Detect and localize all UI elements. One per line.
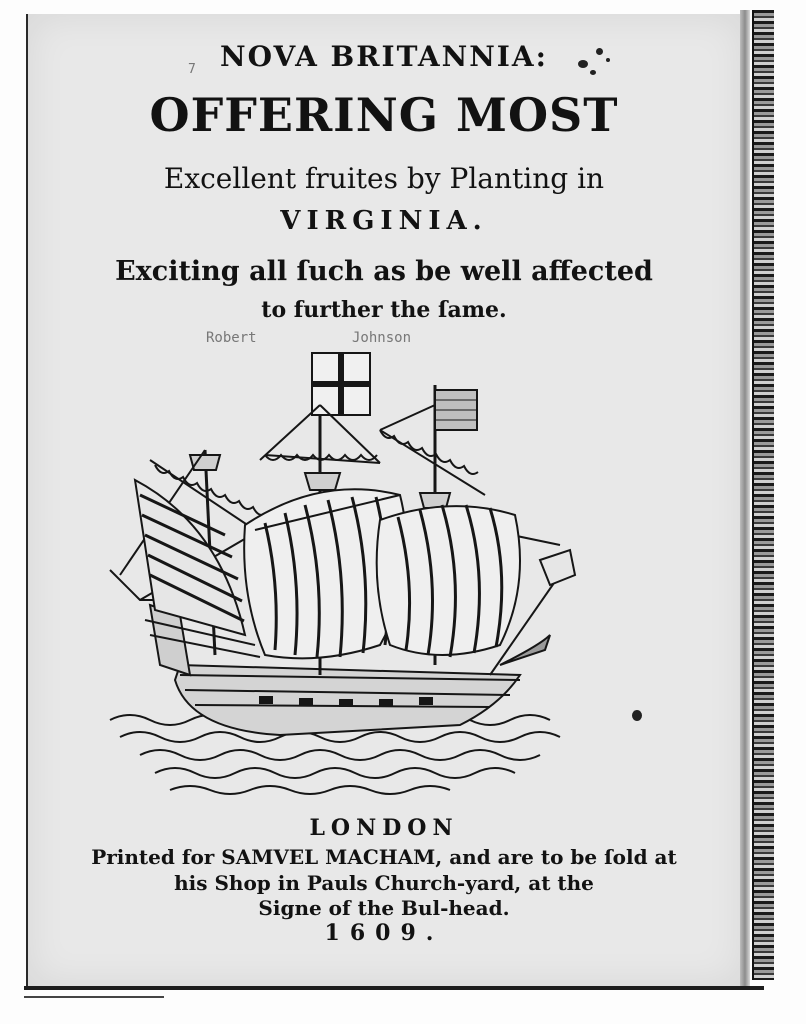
page-edge — [740, 10, 750, 988]
handwritten-author-first: Robert — [206, 330, 257, 346]
imprint-line-2: his Shop in Pauls Church-yard, at the — [174, 871, 594, 895]
subtitle-line-2: to further the ſame. — [261, 297, 507, 323]
imprint-year: 1609. — [324, 920, 444, 946]
fore-sail — [377, 505, 520, 657]
imprint-line-3: Signe of the Bul-head. — [258, 896, 510, 920]
sailing-ship-woodcut — [80, 345, 590, 805]
title-line-3: Excellent fruites by Planting in — [163, 162, 605, 195]
title-line-1: NOVA BRITANNIA: — [220, 40, 548, 73]
imprint-city: LONDON — [309, 815, 459, 841]
ink-stain — [632, 710, 642, 721]
decorative-border — [752, 10, 774, 980]
handwritten-author-last: Johnson — [352, 330, 412, 346]
handwritten-mark: 7 — [188, 62, 196, 77]
title-line-4: VIRGINIA. — [280, 206, 488, 236]
bottom-rule-short — [24, 996, 164, 998]
subtitle-line-1: Exciting all ſuch as be well affected — [115, 256, 653, 287]
imprint-line-1: Printed for SAMVEL MACHAM, and are to be ſold at — [91, 845, 677, 869]
flag-stern — [435, 390, 477, 430]
bottom-rule — [24, 986, 764, 990]
title-line-2: OFFERING MOST — [149, 88, 619, 142]
